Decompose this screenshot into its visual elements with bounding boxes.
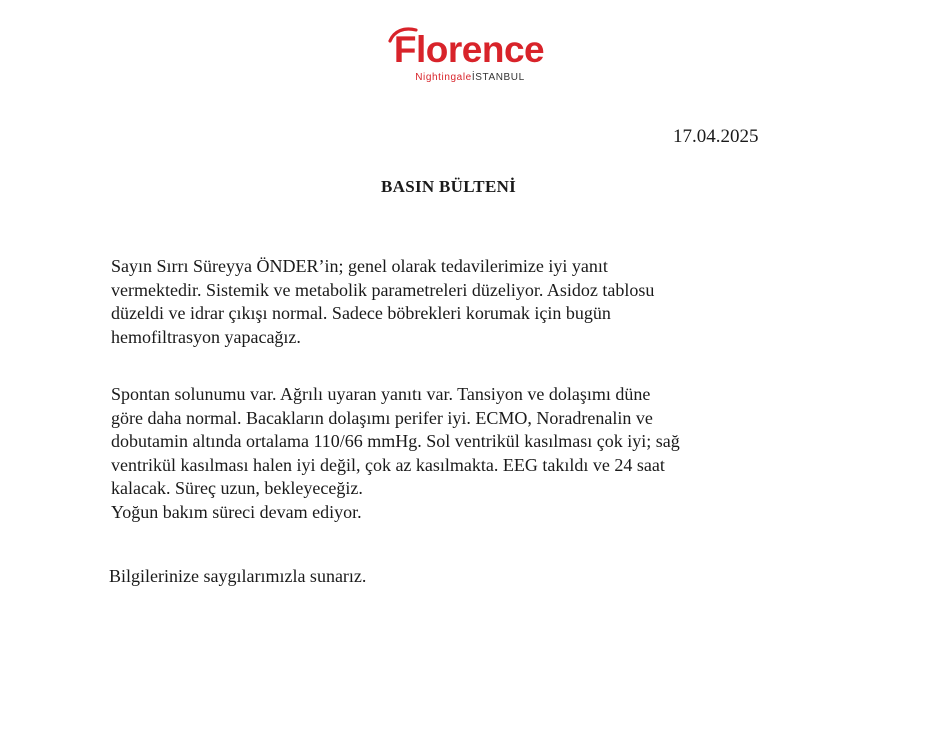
text-line: düzeldi ve idrar çıkışı normal. Sadece böbrekleri korumak için bugün (111, 303, 611, 323)
text-line: hemofiltrasyon yapacağız. (111, 326, 301, 347)
text-line: dobutamin altında ortalama 110/66 mmHg. Sol ventrikül kasılması çok iyi; sağ (111, 431, 680, 451)
text-line: göre daha normal. Bacakların dolaşımı perifer iyi. ECMO, Noradrenalin ve (111, 407, 653, 428)
paragraph-health-status (111, 255, 811, 349)
florence-logo (0, 30, 934, 84)
logo-subtitle-istanbul: İSTANBUL (471, 72, 525, 83)
document-title: BASIN BÜLTENİ (381, 177, 517, 196)
logo-name: Florence (393, 29, 545, 70)
text-line: Spontan solunumu var. Ağrılı uyaran yanıtı var. Tansiyon ve dolaşımı düne (111, 384, 651, 404)
document-date: 17.04.2025 (673, 126, 759, 147)
text-line: Yoğun bakım süreci devam ediyor. (111, 501, 362, 522)
text-line: kalacak. Süreç uzun, bekleyeceğiz. (111, 478, 363, 498)
text-line: Sayın Sırrı Süreyya ÖNDER’in; genel olarak tedavilerimize iyi yanıt (111, 256, 608, 276)
text-line: vermektedir. Sistemik ve metabolik parametreleri düzeliyor. Asidoz tablosu (111, 279, 655, 300)
logo-subtitle-nightingale: Nightingale (415, 72, 472, 83)
logo-subtitle (6, 72, 934, 84)
closing-line: Bilgilerinize saygılarımızla sunarız. (109, 566, 367, 586)
text-line: ventrikül kasılması halen iyi değil, çok az kasılmakta. EEG takıldı ve 24 saat (111, 454, 665, 475)
logo-wordmark (394, 30, 544, 70)
paragraph-clinical-details (111, 383, 811, 524)
